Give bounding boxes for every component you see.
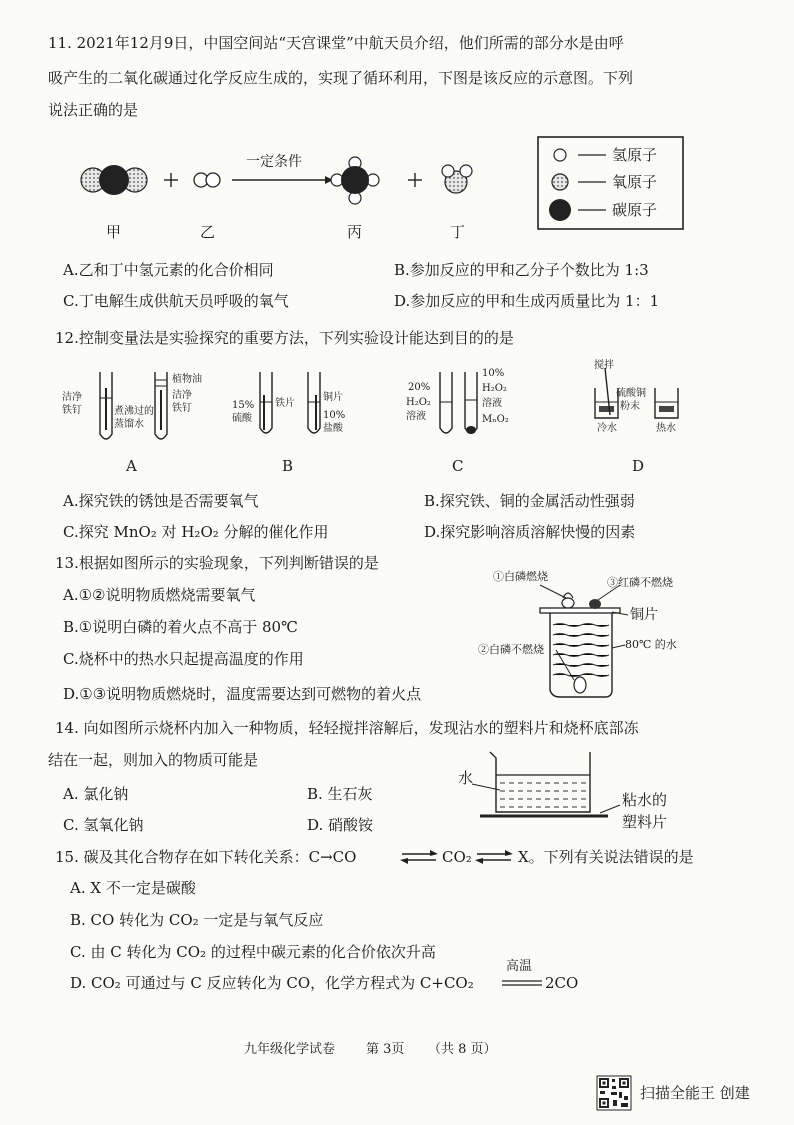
fig-d-stir: 搅拌 [594,360,614,371]
fig-b-iron: 铁片 [275,398,295,409]
fig-a-clean-1: 洁净 [62,392,82,403]
q15-stem-post: X。下列有关说法错误的是 [518,848,694,866]
fig-d-cuso4-2: 粉末 [620,401,640,412]
fig-c-left-name: H₂O₂ [406,397,431,408]
fig-c-right-pct: 10% [482,368,505,379]
reversible-arrow-icon-2 [475,850,515,864]
fig-d-cold: 冷水 [597,423,617,434]
q11-line-1: 11. 2021年12月9日，中国空间站“天宫课堂”中航天员介绍，他们所需的部分水是由呼 [48,34,624,52]
q14-option-c: C. 氢氧化钠 [63,816,144,834]
fig-b-acid-name: 硫酸 [232,413,252,424]
fig-c-right-sol: 溶液 [482,398,502,409]
fig-a-clean2-1: 洁净 [172,390,192,401]
label-ding: 丁 [450,223,466,241]
fig-copper-sheet: 铜片 [630,607,658,623]
fig-a-boiled-1: 煮沸过的 [114,406,154,417]
q15-option-a: A. X 不一定是碳酸 [70,879,196,897]
footer-total: （共 8 页） [428,1042,497,1057]
legend-oxygen: 氧原子 [612,173,658,191]
legend-carbon: 碳原子 [612,201,658,219]
qr-code-icon [597,1076,631,1110]
equals-sign-icon [502,980,542,986]
fig-label-b: B [282,457,294,475]
fig-b-acid-pct: 15% [232,400,255,411]
fig-a-clean-2: 铁钉 [62,405,82,416]
fig-a-oil: 植物油 [172,374,202,385]
fig-d-cuso4-1: 硫酸铜 [616,388,646,399]
fig-plastic-2: 塑料片 [622,813,668,831]
q14-option-a: A. 氯化钠 [63,785,129,803]
q14-option-b: B. 生石灰 [307,785,373,803]
fig-c-right-name: H₂O₂ [482,383,507,394]
q13-stem: 13.根据如图所示的实验现象，下列判断错误的是 [55,554,379,572]
q14-option-d: D. 硝酸铵 [307,816,374,834]
fig-plastic-1: 粘水的 [622,791,668,809]
q15-stem-pre: 15. 碳及其化合物存在如下转化关系：C→CO [55,848,357,866]
label-jia: 甲 [106,223,122,241]
fig-c-left-pct: 20% [408,382,431,393]
q12-option-b: B.探究铁、铜的金属活动性强弱 [424,492,635,510]
fig-c-left-sol: 溶液 [406,411,426,422]
footer-title: 九年级化学试卷 [244,1042,336,1057]
q14-line-2: 结在一起，则加入的物质可能是 [48,751,259,769]
q11-line-3: 说法正确的是 [48,101,139,119]
fig-a-boiled-2: 蒸馏水 [114,419,144,430]
q11-option-d: D.参加反应的甲和生成丙质量比为 1：1 [394,292,660,310]
q11-option-c: C.丁电解生成供航天员呼吸的氧气 [63,292,289,310]
reversible-arrow-icon [400,850,440,864]
q14-line-1: 14. 向如图所示烧杯内加入一种物质，轻轻搅拌溶解后，发现沾水的塑料片和烧杯底部冻 [55,719,639,737]
q12-option-c: C.探究 MnO₂ 对 H₂O₂ 分解的催化作用 [63,523,329,541]
q12-option-a: A.探究铁的锈蚀是否需要氧气 [63,492,259,510]
q13-option-b: B.①说明白磷的着火点不高于 80℃ [63,618,298,636]
reaction-condition: 一定条件 [246,154,302,170]
fig-d-hot: 热水 [656,423,676,434]
fig-c-catalyst: MₙO₂ [482,414,509,425]
fig-hot-water: 80℃ 的水 [625,638,677,651]
fig-a-clean2-2: 铁钉 [172,403,192,414]
fig-white-p-water: ②白磷不燃烧 [478,643,544,656]
fig-water: 水 [458,769,474,787]
q11-line-2: 吸产生的二氧化碳通过化学反应生成的，实现了循环利用，下图是该反应的示意图。下列 [48,69,634,87]
q15-option-d: D. CO₂ 可通过与 C 反应转化为 CO，化学方程式为 C+CO₂ [70,974,474,992]
q11-option-b: B.参加反应的甲和乙分子个数比为 1:3 [394,261,649,279]
label-yi: 乙 [200,223,216,241]
footer-page: 第 3页 [366,1042,405,1057]
legend-hydrogen: 氢原子 [612,146,658,164]
q15-d-condition: 高温 [506,959,533,974]
q15-d-end: 2CO [545,974,579,992]
q13-option-a: A.①②说明物质燃烧需要氧气 [63,586,256,604]
q12-stem: 12.控制变量法是实验探究的重要方法，下列实验设计能达到目的的是 [55,329,514,347]
q13-option-d: D.①③说明物质燃烧时，温度需要达到可燃物的着火点 [63,685,422,703]
q15-stem-mid: CO₂ [442,848,472,866]
label-bing: 丙 [347,223,363,241]
q15-option-c: C. 由 C 转化为 CO₂ 的过程中碳元素的化合价依次升高 [70,943,436,961]
fig-label-a: A [126,457,137,475]
q12-option-d: D.探究影响溶质溶解快慢的因素 [424,523,636,541]
fig-label-d: D [632,457,645,475]
watermark-text: 扫描全能王 创建 [640,1084,750,1102]
fig-white-p-burning: ①白磷燃烧 [493,570,548,583]
q11-option-a: A.乙和丁中氢元素的化合价相同 [63,261,274,279]
fig-b-copper: 铜片 [323,392,343,403]
fig-label-c: C [452,457,464,475]
fig-b-hcl-name: 盐酸 [323,423,343,434]
q13-option-c: C.烧杯中的热水只起提高温度的作用 [63,650,304,668]
fig-red-p: ③红磷不燃烧 [607,576,673,589]
q15-option-b: B. CO 转化为 CO₂ 一定是与氧气反应 [70,911,324,929]
fig-b-hcl-pct: 10% [323,410,346,421]
